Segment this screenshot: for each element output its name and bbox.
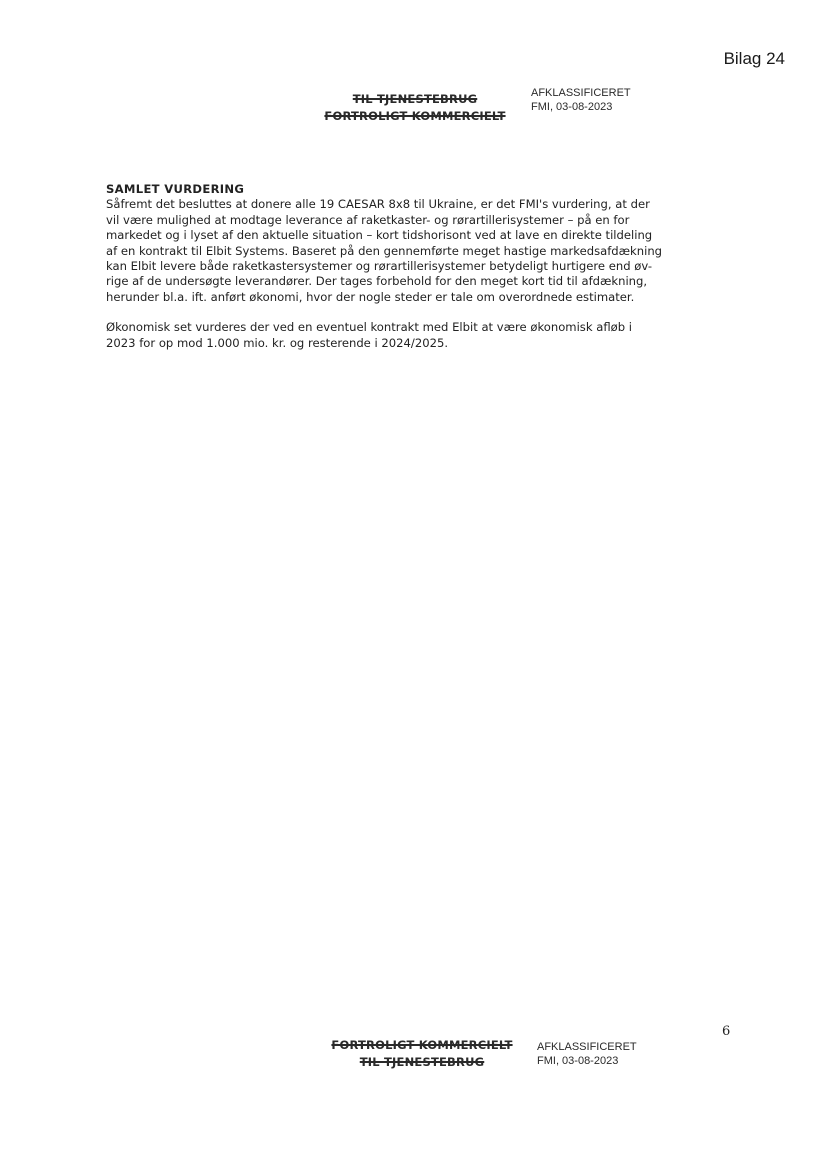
paragraph-line: markedet og i lyset af den aktuelle situation – kort tidshorisont ved at lave en direkte tildeling: [106, 228, 653, 243]
header-stamp-line-2: FMI, 03-08-2023: [531, 101, 613, 113]
footer-declassification-stamp: [537, 1040, 637, 1068]
paragraph-line: 2023 for op mod 1.000 mio. kr. og resterende i 2024/2025.: [106, 335, 449, 350]
footer-marking-line-2: TIL TJENESTEBRUG: [359, 1055, 485, 1069]
footer-stamp-line-1: AFKLASSIFICERET: [537, 1041, 637, 1053]
header-marking-line-2: FORTROLIGT KOMMERCIELT: [324, 109, 506, 123]
paragraph-line: kan Elbit levere både raketkastersystemer og rørartillerisystemer betydeligt hurtigere end øv-: [106, 259, 653, 274]
paragraph-line: Såfremt det besluttes at donere alle 19 CAESAR 8x8 til Ukraine, er det FMI's vurdering, at der: [106, 197, 650, 212]
header-stamp-line-1: AFKLASSIFICERET: [531, 87, 631, 99]
paragraph-line: vil være mulighed at modtage leverance af raketkaster- og rørartillerisystemer – på en for: [106, 212, 630, 227]
paragraph-line: rige af de undersøgte leverandører. Der tages forbehold for den meget kort tid til afdækning,: [106, 274, 648, 289]
footer-stamp-line-2: FMI, 03-08-2023: [537, 1055, 619, 1067]
paragraph-line: Økonomisk set vurderes der ved en eventuel kontrakt med Elbit at være økonomisk afløb i: [106, 320, 633, 335]
page-number: 6: [722, 1024, 731, 1039]
paragraph-assessment: [106, 197, 731, 305]
footer-classification-marking: [307, 1037, 537, 1071]
paragraph-line: herunder bl.a. ift. anført økonomi, hvor der nogle steder er tale om overordnede estimater.: [106, 289, 635, 304]
header-classification-marking: [300, 91, 530, 125]
document-body: [106, 182, 731, 351]
section-heading: SAMLET VURDERING: [106, 182, 245, 196]
header-declassification-stamp: [531, 86, 631, 114]
paragraph-line: af en kontrakt til Elbit Systems. Baseret på den gennemførte meget hastige markedsafdækning: [106, 243, 663, 258]
header-marking-line-1: TIL TJENESTEBRUG: [352, 92, 478, 106]
footer-marking-line-1: FORTROLIGT KOMMERCIELT: [331, 1038, 513, 1052]
paragraph-economy: [106, 320, 731, 351]
annex-label: Bilag 24: [723, 49, 785, 68]
